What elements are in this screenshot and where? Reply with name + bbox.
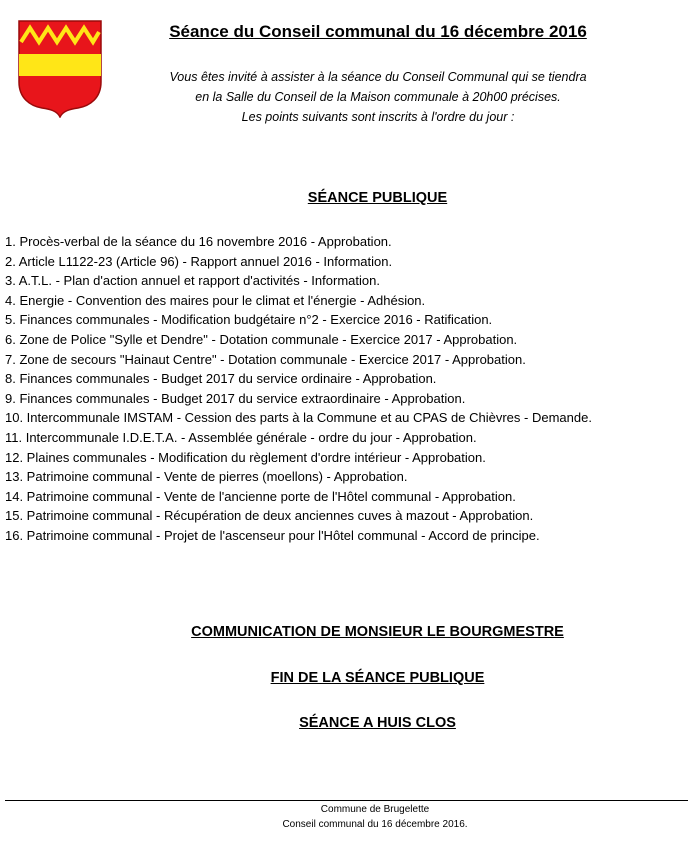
agenda-item: 5. Finances communales - Modification budgétaire n°2 - Exercice 2016 - Ratification. [5,312,493,328]
coat-of-arms-icon [18,20,102,118]
footer-municipality: Commune de Brugelette [320,804,430,815]
mayor-communication-heading: COMMUNICATION DE MONSIEUR LE BOURGMESTRE [191,624,564,640]
invitation-line: en la Salle du Conseil de la Maison communale à 20h00 précises. [195,90,561,104]
end-public-session-heading: FIN DE LA SÉANCE PUBLIQUE [270,670,485,686]
agenda-list [5,232,592,546]
agenda-item: 11. Intercommunale I.D.E.T.A. - Assemblée générale - ordre du jour - Approbation. [5,429,477,445]
agenda-item: 1. Procès-verbal de la séance du 16 novembre 2016 - Approbation. [5,234,392,249]
agenda-item: 8. Finances communales - Budget 2017 du service ordinaire - Approbation. [5,371,437,387]
agenda-item: 14. Patrimoine communal - Vente de l'ancienne porte de l'Hôtel communal - Approbation. [5,488,516,504]
agenda-item: 2. Article L1122-23 (Article 96) - Rapport annuel 2016 - Information. [5,253,393,269]
agenda-item: 7. Zone de secours "Hainaut Centre" - Dotation communale - Exercice 2017 - Approbation. [5,351,526,367]
footer-divider [5,800,688,801]
agenda-item: 6. Zone de Police "Sylle et Dendre" - Dotation communale - Exercice 2017 - Approbation. [5,331,518,347]
invitation-line: Les points suivants sont inscrits à l'ordre du jour : [241,110,515,124]
closed-session-heading: SÉANCE A HUIS CLOS [299,715,456,731]
public-session-heading: SÉANCE PUBLIQUE [307,190,448,206]
agenda-item: 4. Energie - Convention des maires pour le climat et l'énergie - Adhésion. [5,292,426,308]
agenda-item: 13. Patrimoine communal - Vente de pierres (moellons) - Approbation. [5,469,408,485]
agenda-item: 12. Plaines communales - Modification du règlement d'ordre intérieur - Approbation. [5,449,486,465]
agenda-item: 9. Finances communales - Budget 2017 du service extraordinaire - Approbation. [5,390,466,406]
invitation-text [102,67,654,127]
invitation-line: Vous êtes invité à assister à la séance du Conseil Communal qui se tiendra [169,70,587,84]
footer-session: Conseil communal du 16 décembre 2016. [282,819,468,830]
agenda-item: 15. Patrimoine communal - Récupération de deux anciennes cuves à mazout - Approbation. [5,508,534,524]
agenda-item: 16. Patrimoine communal - Projet de l'ascenseur pour l'Hôtel communal - Accord de principe. [5,527,540,543]
agenda-item: 10. Intercommunale IMSTAM - Cession des parts à la Commune et au CPAS de Chièvres - Demande. [5,410,592,426]
page-title: Séance du Conseil communal du 16 décembre 2016 [169,22,587,41]
agenda-item: 3. A.T.L. - Plan d'action annuel et rapport d'activités - Information. [5,273,380,289]
